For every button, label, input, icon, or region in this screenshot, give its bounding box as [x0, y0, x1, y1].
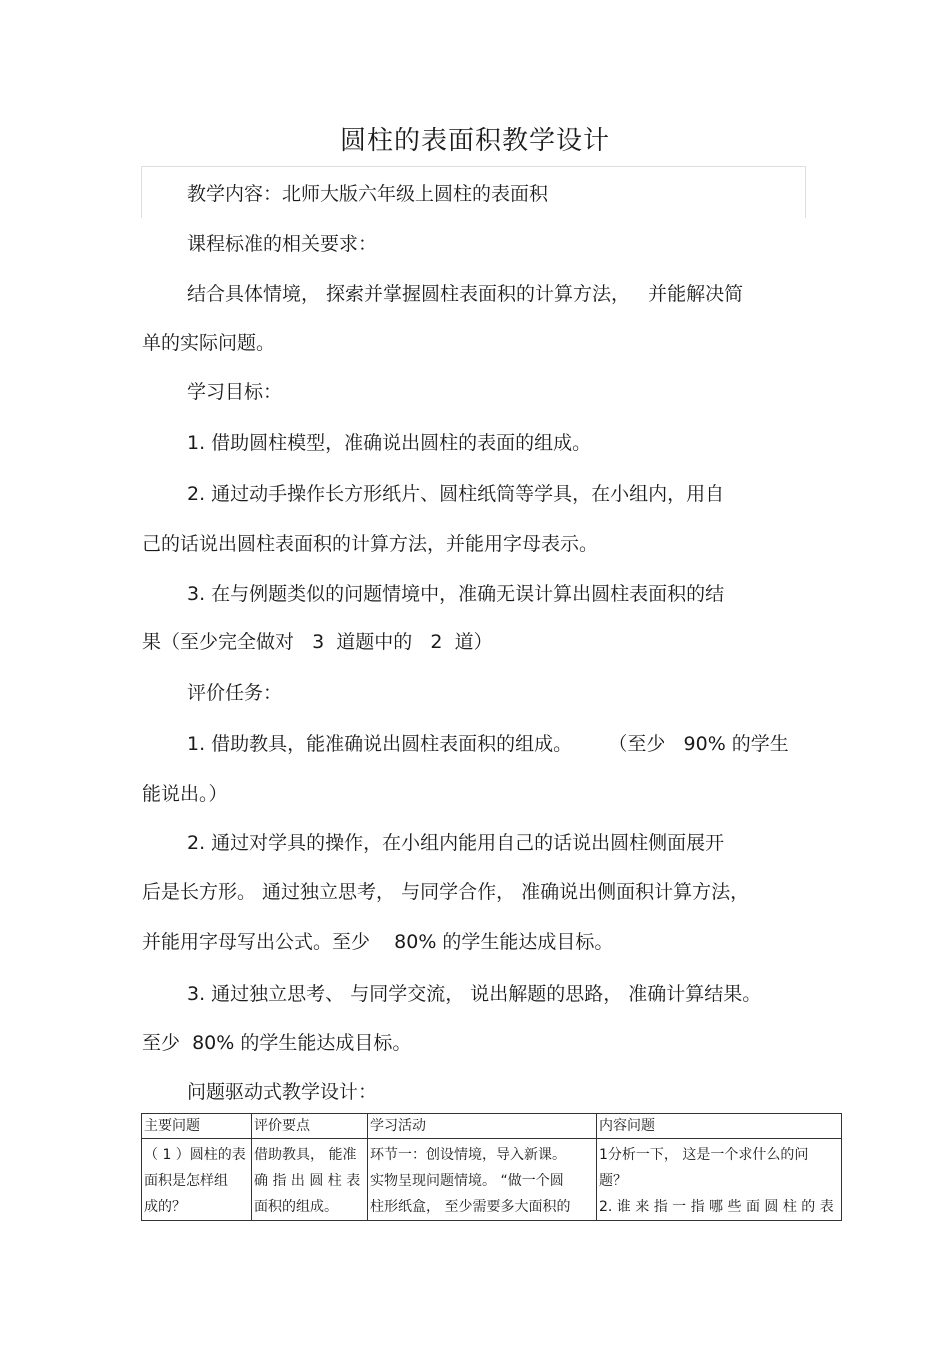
header-content-question: 内容问题	[597, 1114, 842, 1139]
cell-eval-points	[252, 1139, 368, 1221]
cell-line: 确 指 出 圆 柱 表	[254, 1173, 361, 1189]
standard-heading: 课程标准的相关要求：	[187, 233, 378, 255]
eval-2-cont-a: 后是长方形。 通过独立思考， 与同学合作， 准确说出侧面积计算方法，	[142, 881, 750, 903]
eval-3: 3. 通过独立思考、 与同学交流， 说出解题的思路， 准确计算结果。	[187, 983, 762, 1005]
cell-line: 2. 谁 来 指 一 指 哪 些 面 圆 柱 的 表	[599, 1199, 834, 1215]
eval-heading: 评价任务：	[187, 682, 283, 704]
cell-line: （ 1 ）圆柱的表	[144, 1147, 246, 1163]
cell-line: 1分析一下， 这是一个求什么的问	[599, 1147, 809, 1163]
header-main-question: 主要问题	[142, 1114, 252, 1139]
eval-1-cont: 能说出。）	[142, 783, 228, 805]
cell-line: 实物呈现问题情境。 “做一个圆	[370, 1173, 564, 1189]
goal-3-cont: 果（至少完全做对 3 道题中的 2 道）	[142, 631, 493, 653]
header-learning-activity: 学习活动	[368, 1114, 597, 1139]
table-header-row	[142, 1114, 842, 1139]
cell-line: 成的？	[144, 1199, 186, 1215]
cell-line: 面积是怎样组	[144, 1173, 228, 1189]
cell-line: 环节一：创设情境，导入新课。	[370, 1147, 566, 1163]
goal-3: 3. 在与例题类似的问题情境中，准确无误计算出圆柱表面积的结	[187, 583, 725, 605]
goal-1: 1. 借助圆柱模型，准确说出圆柱的表面的组成。	[187, 432, 592, 454]
teaching-design-table	[141, 1113, 842, 1221]
table-row	[142, 1139, 842, 1221]
teaching-content: 教学内容：北师大版六年级上圆柱的表面积	[187, 183, 549, 205]
page-title: 圆柱的表面积教学设计	[339, 126, 610, 156]
cell-line: 题？	[599, 1173, 627, 1189]
goal-2-cont: 己的话说出圆柱表面积的计算方法，并能用字母表示。	[142, 533, 599, 555]
design-heading: 问题驱动式教学设计：	[187, 1081, 378, 1103]
eval-2-cont-b: 并能用字母写出公式。至少 80% 的学生能达成目标。	[142, 931, 614, 953]
eval-3-cont: 至少 80% 的学生能达成目标。	[142, 1032, 412, 1054]
header-eval-points: 评价要点	[252, 1114, 368, 1139]
standard-text: 结合具体情境， 探索并掌握圆柱表面积的计算方法， 并能解决简	[187, 283, 744, 305]
standard-text-cont: 单的实际问题。	[142, 332, 276, 354]
cell-content-question	[597, 1139, 842, 1221]
eval-2: 2. 通过对学具的操作，在小组内能用自己的话说出圆柱侧面展开	[187, 832, 725, 854]
cell-line: 柱形纸盒， 至少需要多大面积的	[370, 1199, 571, 1215]
eval-1: 1. 借助教具，能准确说出圆柱表面积的组成。 （至少 90% 的学生	[187, 733, 789, 755]
cell-main-question	[142, 1139, 252, 1221]
goal-2: 2. 通过动手操作长方形纸片、圆柱纸筒等学具，在小组内，用自	[187, 483, 725, 505]
cell-learning-activity	[368, 1139, 597, 1221]
cell-line: 借助教具， 能准	[254, 1147, 357, 1163]
goals-heading: 学习目标：	[187, 381, 283, 403]
cell-line: 面积的组成。	[254, 1199, 338, 1215]
